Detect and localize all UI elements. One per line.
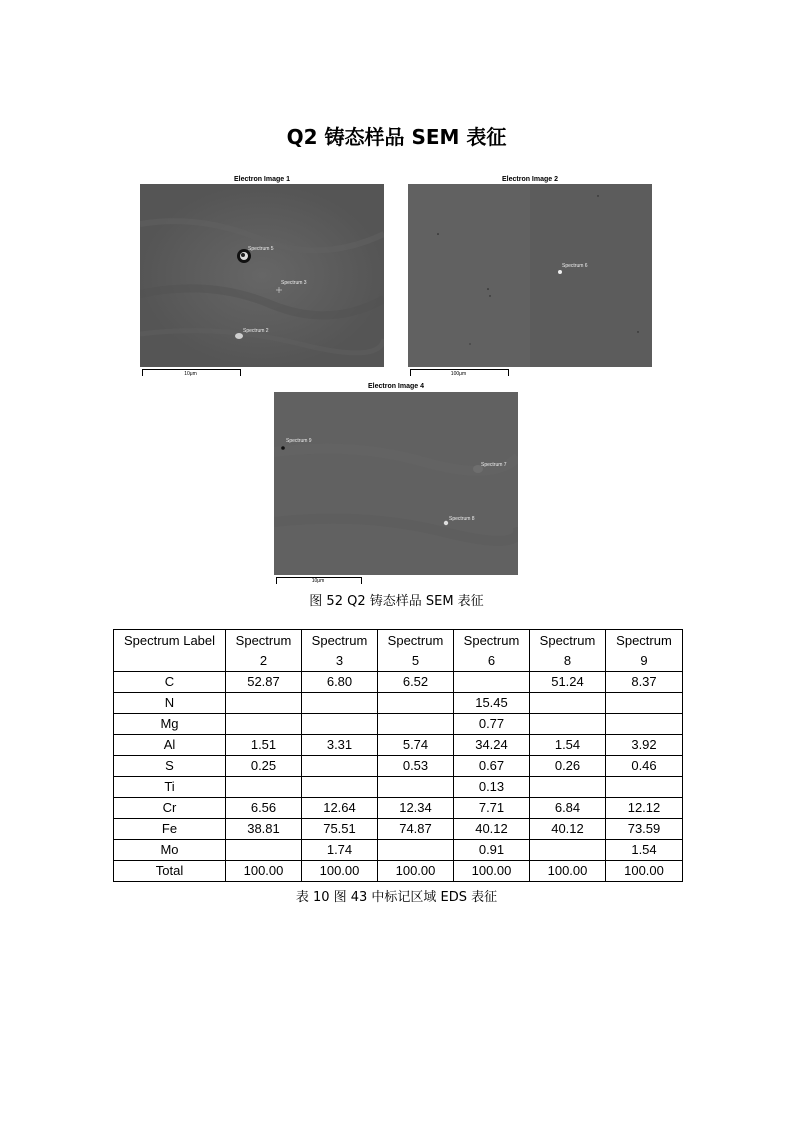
table-cell: 0.53 — [378, 756, 454, 777]
table-cell: 12.12 — [606, 798, 683, 819]
scale-bar-label: 10μm — [311, 578, 325, 584]
table-cell: 0.26 — [530, 756, 606, 777]
spectrum-label: Spectrum 5 — [248, 246, 274, 252]
table-cell — [606, 693, 683, 714]
image-1-label: Electron Image 1 — [233, 176, 291, 183]
table-row — [114, 861, 683, 882]
electron-image-4 — [274, 392, 518, 575]
header-line: Spectrum — [539, 633, 596, 648]
table-cell: 52.87 — [226, 672, 302, 693]
table-cell — [530, 714, 606, 735]
header-cell: Spectrum Label — [114, 630, 226, 672]
eds-table — [113, 629, 683, 882]
table-cell: 100.00 — [606, 861, 683, 882]
electron-image-1-graphic — [140, 184, 384, 367]
table-cell — [530, 840, 606, 861]
header-cell — [302, 630, 378, 672]
table-cell: 0.25 — [226, 756, 302, 777]
table-cell — [226, 840, 302, 861]
table-row — [114, 819, 683, 840]
header-cell — [530, 630, 606, 672]
header-line: 8 — [563, 653, 572, 668]
header-line: Spectrum — [616, 633, 672, 648]
table-cell: 100.00 — [302, 861, 378, 882]
table-cell — [302, 714, 378, 735]
table-header-row — [114, 630, 683, 672]
table-row — [114, 693, 683, 714]
spectrum-label: Spectrum 7 — [481, 462, 507, 468]
table-cell: 100.00 — [378, 861, 454, 882]
electron-image-2-graphic — [408, 184, 652, 367]
table-cell — [302, 756, 378, 777]
image-4-label: Electron Image 4 — [367, 383, 425, 390]
table-cell — [606, 777, 683, 798]
table-cell — [378, 693, 454, 714]
row-label-cell: C — [114, 672, 226, 693]
table-cell: 7.71 — [454, 798, 530, 819]
header-line: Spectrum — [235, 633, 292, 648]
table-cell: 0.46 — [606, 756, 683, 777]
table-cell: 73.59 — [606, 819, 683, 840]
row-label-cell: Fe — [114, 819, 226, 840]
row-label-cell: N — [114, 693, 226, 714]
table-cell: 6.56 — [226, 798, 302, 819]
spectrum-label: Spectrum 8 — [449, 516, 475, 522]
table-cell: 0.91 — [454, 840, 530, 861]
table-cell: 100.00 — [454, 861, 530, 882]
table-cell: 1.54 — [530, 735, 606, 756]
table-cell — [530, 777, 606, 798]
electron-image-1 — [140, 184, 384, 367]
table-cell: 0.13 — [454, 777, 530, 798]
table-cell: 3.92 — [606, 735, 683, 756]
table-cell: 6.52 — [378, 672, 454, 693]
table-cell: 34.24 — [454, 735, 530, 756]
table-cell: 40.12 — [454, 819, 530, 840]
table-cell: 3.31 — [302, 735, 378, 756]
table-cell: 6.84 — [530, 798, 606, 819]
spectrum-label: Spectrum 6 — [562, 263, 588, 269]
scale-bar-label: 10μm — [184, 371, 197, 377]
table-row — [114, 735, 683, 756]
table-cell: 100.00 — [530, 861, 606, 882]
table-cell: 1.51 — [226, 735, 302, 756]
table-cell: 15.45 — [454, 693, 530, 714]
table-row — [114, 714, 683, 735]
table-cell: 100.00 — [226, 861, 302, 882]
header-line: 9 — [640, 653, 648, 668]
header-line: 3 — [335, 653, 344, 668]
row-label-cell: Ti — [114, 777, 226, 798]
figure-caption: 图 52 Q2 铸态样品 SEM 表征 — [309, 594, 484, 609]
image-2-label: Electron Image 2 — [501, 176, 559, 183]
header-cell — [378, 630, 454, 672]
table-cell: 12.34 — [378, 798, 454, 819]
row-label-cell: S — [114, 756, 226, 777]
row-label-cell: Al — [114, 735, 226, 756]
table-cell — [226, 714, 302, 735]
table-cell — [302, 777, 378, 798]
table-cell: 1.74 — [302, 840, 378, 861]
table-cell: 1.54 — [606, 840, 683, 861]
spectrum-label: Spectrum 3 — [281, 280, 307, 286]
scale-bar-label: 100μm — [450, 371, 467, 377]
table-cell — [530, 693, 606, 714]
header-line: Spectrum — [387, 633, 444, 648]
header-line: 6 — [487, 653, 496, 668]
table-cell: 40.12 — [530, 819, 606, 840]
table-row — [114, 777, 683, 798]
table-cell: 75.51 — [302, 819, 378, 840]
table-caption: 表 10 图 43 中标记区域 EDS 表征 — [295, 890, 498, 905]
table-cell: 8.37 — [606, 672, 683, 693]
row-label-cell: Mo — [114, 840, 226, 861]
spectrum-label: Spectrum 9 — [286, 438, 312, 444]
table-cell: 51.24 — [530, 672, 606, 693]
row-label-cell: Mg — [114, 714, 226, 735]
table-row — [114, 840, 683, 861]
table-cell — [606, 714, 683, 735]
table-row — [114, 672, 683, 693]
table-cell: 6.80 — [302, 672, 378, 693]
header-cell — [226, 630, 302, 672]
table-cell: 74.87 — [378, 819, 454, 840]
page-title: Q2 铸态样品 SEM 表征 — [286, 125, 507, 149]
header-line: Spectrum — [463, 633, 520, 648]
header-cell — [606, 630, 683, 672]
electron-image-2 — [408, 184, 652, 367]
table-cell — [378, 840, 454, 861]
table-cell: 0.67 — [454, 756, 530, 777]
table-cell: 38.81 — [226, 819, 302, 840]
table-cell — [378, 714, 454, 735]
header-cell — [454, 630, 530, 672]
spectrum-label: Spectrum 2 — [243, 328, 269, 334]
table-cell: 12.64 — [302, 798, 378, 819]
header-line: 5 — [411, 653, 420, 668]
table-row — [114, 756, 683, 777]
table-cell: 0.77 — [454, 714, 530, 735]
table-cell — [378, 777, 454, 798]
header-line: 2 — [259, 653, 268, 668]
electron-image-4-graphic — [274, 392, 518, 575]
header-line: Spectrum — [311, 633, 368, 648]
table-row — [114, 798, 683, 819]
row-label-cell: Total — [114, 861, 226, 882]
row-label-cell: Cr — [114, 798, 226, 819]
table-cell — [226, 777, 302, 798]
table-cell — [226, 693, 302, 714]
table-cell — [302, 693, 378, 714]
table-cell: 5.74 — [378, 735, 454, 756]
table-cell — [454, 672, 530, 693]
